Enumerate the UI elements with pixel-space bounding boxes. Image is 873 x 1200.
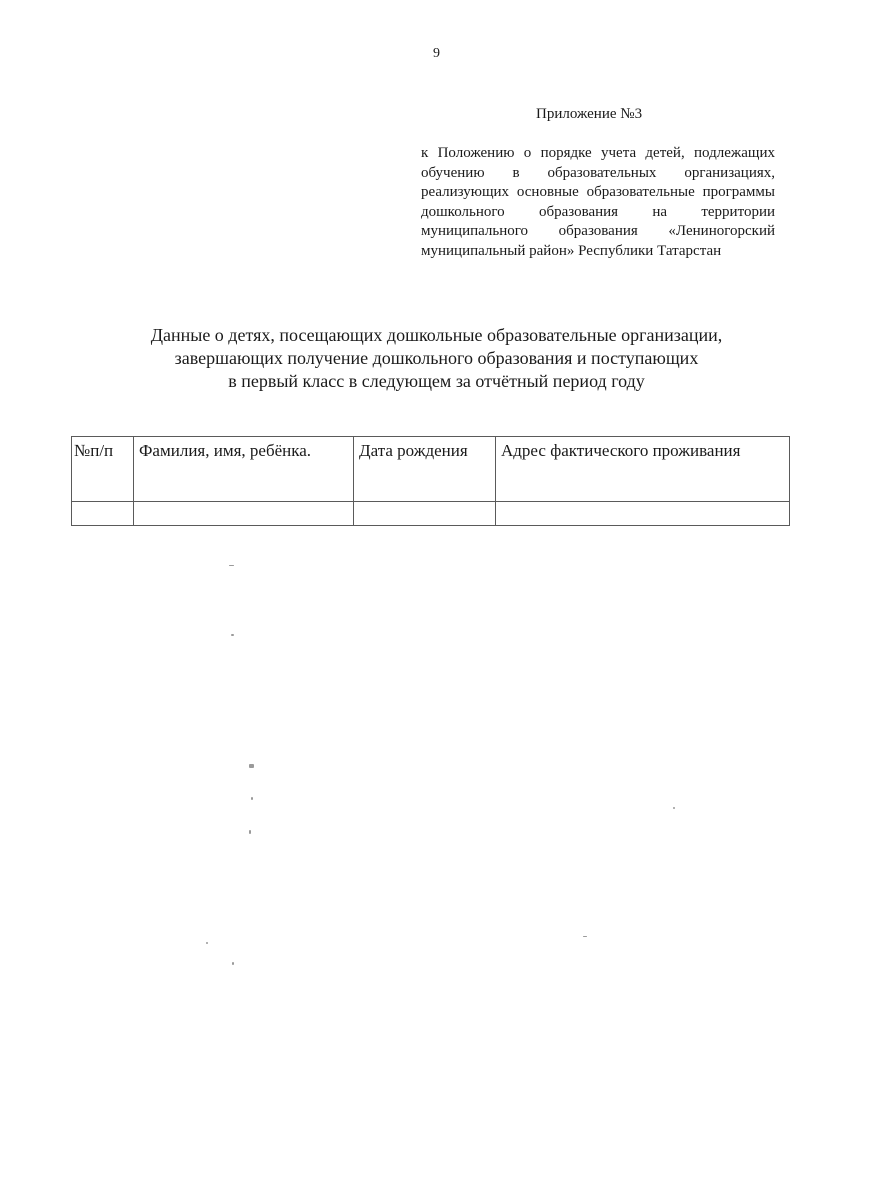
heading-line-1: Данные о детях, посещающих дошкольные образовательные организации, <box>150 325 723 345</box>
appendix-title: Приложение №3 <box>536 106 643 122</box>
heading-line-3: в первый класс в следующем за отчётный период году <box>228 371 645 391</box>
heading-line-2: завершающих получение дошкольного образования и поступающих <box>174 348 699 368</box>
scan-speck <box>232 962 234 965</box>
document-heading <box>60 324 813 393</box>
table-header-row <box>72 437 790 502</box>
scan-speck <box>583 936 587 937</box>
table-cell-address[interactable] <box>496 502 790 526</box>
scan-speck <box>673 807 675 809</box>
column-header-birth-date: Дата рождения <box>354 437 496 502</box>
appendix-reference: к Положению о порядке учета детей, подлежащих обучению в образовательных организациях, реализующих основные образовательные программы дошкольного образования на территории муниципального образования «Лениногорский муниципальный район» Республики Татарстан <box>421 145 775 259</box>
children-data-table <box>71 436 790 526</box>
column-header-address: Адрес фактического проживания <box>496 437 790 502</box>
table-row <box>72 502 790 526</box>
scan-speck <box>231 634 234 636</box>
scan-speck <box>251 797 253 800</box>
page-number: 9 <box>433 46 440 61</box>
scan-speck <box>249 764 254 768</box>
scan-speck <box>249 830 251 834</box>
column-header-name: Фамилия, имя, ребёнка. <box>134 437 354 502</box>
table-cell-number[interactable] <box>72 502 134 526</box>
table-cell-birth-date[interactable] <box>354 502 496 526</box>
scan-speck <box>229 565 234 566</box>
scan-speck <box>206 942 208 944</box>
column-header-number: №п/п <box>72 437 134 502</box>
table-cell-name[interactable] <box>134 502 354 526</box>
